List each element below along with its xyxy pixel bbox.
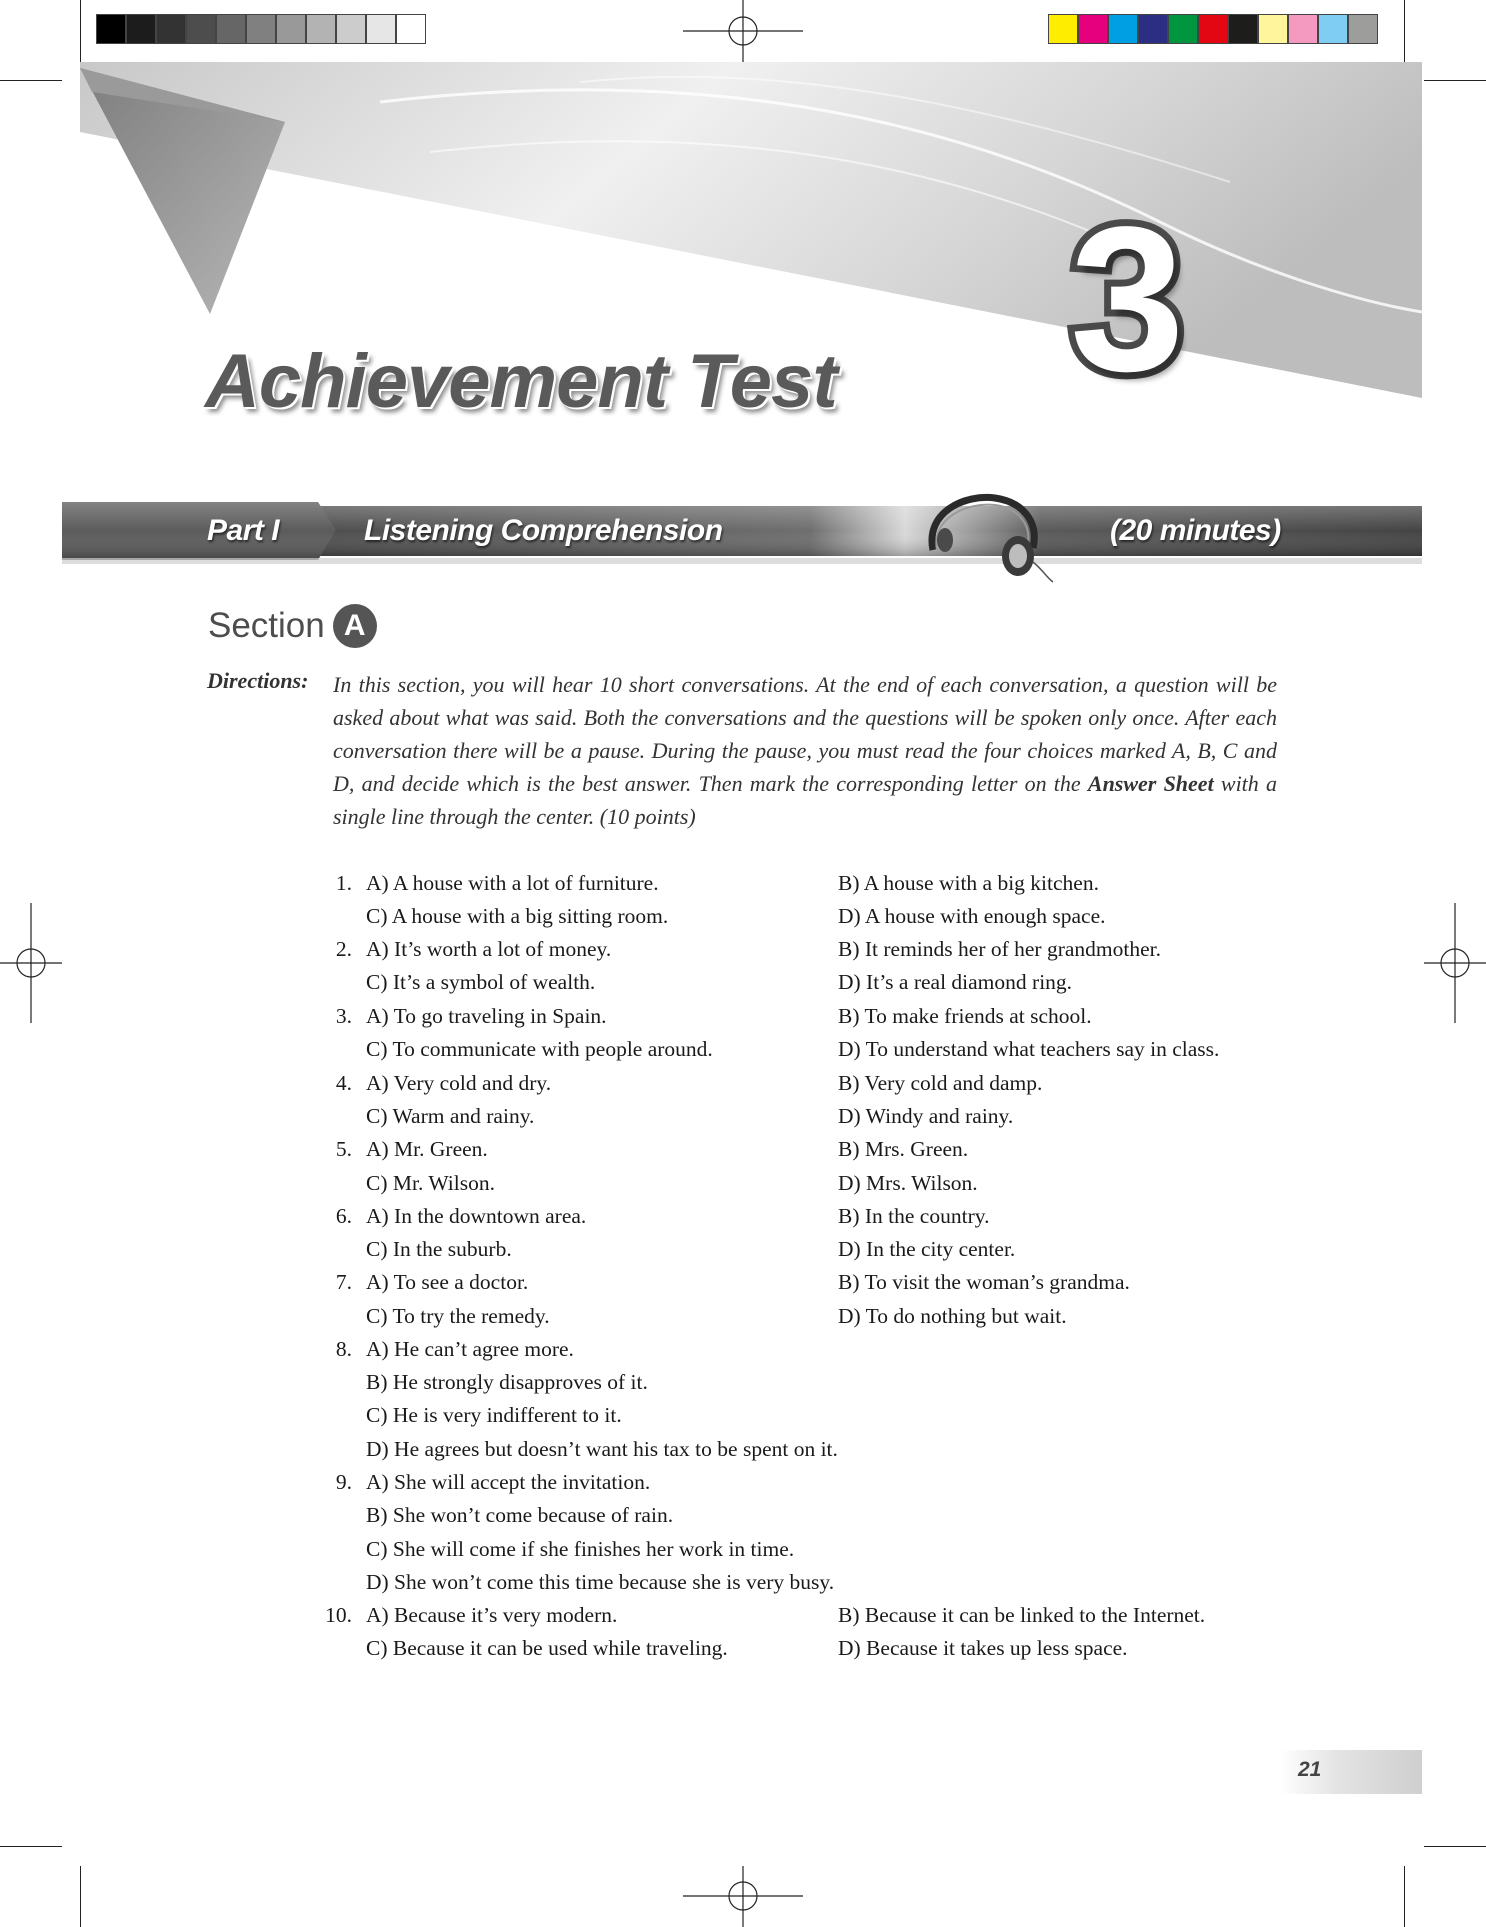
option-c: C) Mr. Wilson. — [366, 1171, 495, 1195]
page-title: Achievement Test — [205, 339, 837, 424]
option-a: A) It’s worth a lot of money. — [366, 937, 612, 961]
question-number: 3. — [335, 1004, 352, 1028]
option-a: A) Mr. Green. — [366, 1137, 488, 1161]
option-d: D) He agrees but doesn’t want his tax to be spent on it. — [366, 1437, 838, 1461]
option-b: B) She won’t come because of rain. — [366, 1503, 674, 1527]
question-number: 6. — [335, 1204, 352, 1228]
option-b: B) A house with a big kitchen. — [838, 871, 1099, 895]
option-b: B) It reminds her of her grandmother. — [838, 937, 1162, 961]
option-c: C) Warm and rainy. — [366, 1104, 535, 1128]
option-c: C) He is very indifferent to it. — [366, 1403, 622, 1427]
option-a: A) In the downtown area. — [366, 1204, 587, 1228]
part-label: Part I — [207, 514, 280, 547]
option-a: A) To go traveling in Spain. — [366, 1004, 607, 1028]
section-heading — [208, 604, 377, 648]
option-c: C) She will come if she finishes her work in time. — [366, 1537, 795, 1561]
option-b: B) Very cold and damp. — [838, 1071, 1043, 1095]
option-d: D) Windy and rainy. — [838, 1104, 1014, 1128]
question-number: 5. — [335, 1137, 352, 1161]
part-duration: (20 minutes) — [1110, 514, 1281, 547]
section-label: Section — [208, 606, 325, 645]
directions-label: Directions: — [207, 668, 309, 693]
part-title: Listening Comprehension — [364, 514, 723, 547]
question-number: 8. — [335, 1337, 352, 1361]
option-d: D) Because it takes up less space. — [838, 1636, 1128, 1660]
option-a: A) A house with a lot of furniture. — [366, 871, 659, 895]
question-number: 10. — [325, 1603, 352, 1627]
part-banner — [62, 502, 1422, 564]
option-c: C) To communicate with people around. — [366, 1037, 713, 1061]
question-number: 1. — [335, 871, 352, 895]
option-c: C) It’s a symbol of wealth. — [366, 970, 596, 994]
option-b: B) In the country. — [838, 1204, 990, 1228]
option-d: D) To do nothing but wait. — [838, 1304, 1067, 1328]
option-d: D) It’s a real diamond ring. — [838, 970, 1073, 994]
question-number: 4. — [335, 1071, 352, 1095]
option-c: C) A house with a big sitting room. — [366, 904, 669, 928]
option-c: C) Because it can be used while traveling. — [366, 1636, 728, 1660]
option-c: C) To try the remedy. — [366, 1304, 550, 1328]
question-number: 7. — [335, 1270, 352, 1294]
question-number: 9. — [335, 1470, 352, 1494]
section-letter-badge: A — [333, 604, 377, 648]
option-d: D) A house with enough space. — [838, 904, 1106, 928]
page-number: 21 — [1298, 1758, 1322, 1781]
option-d: D) To understand what teachers say in class. — [838, 1037, 1220, 1061]
option-a: A) She will accept the invitation. — [366, 1470, 651, 1494]
option-d: D) She won’t come this time because she is very busy. — [366, 1570, 835, 1594]
option-a: A) Because it’s very modern. — [366, 1603, 618, 1627]
option-a: A) To see a doctor. — [366, 1270, 529, 1294]
option-b: B) Because it can be linked to the Internet. — [838, 1603, 1206, 1627]
option-a: A) Very cold and dry. — [366, 1071, 552, 1095]
question-number: 2. — [335, 937, 352, 961]
headphones-icon — [915, 492, 1055, 584]
option-d: D) Mrs. Wilson. — [838, 1171, 978, 1195]
directions-text: In this section, you will hear 10 short conversations. At the end of each conversation, a question will be asked about what was said. Both the conversations and the questions will be spoken only once. After each conversation there will be a pause. During the pause, you must read the four choices marked A, B, C and D, and decide which is the best answer. Then mark the corresponding letter on the Answer Sheet with a single line through the center. (10 points) — [333, 672, 1277, 829]
option-b: B) To visit the woman’s grandma. — [838, 1270, 1130, 1294]
option-b: B) To make friends at school. — [838, 1004, 1092, 1028]
answer-sheet-emphasis: Answer Sheet — [1087, 771, 1214, 796]
test-number: 3 — [1070, 184, 1185, 414]
option-b: B) Mrs. Green. — [838, 1137, 969, 1161]
option-c: C) In the suburb. — [366, 1237, 512, 1261]
option-d: D) In the city center. — [838, 1237, 1016, 1261]
option-b: B) He strongly disapproves of it. — [366, 1370, 648, 1394]
option-a: A) He can’t agree more. — [366, 1337, 574, 1361]
